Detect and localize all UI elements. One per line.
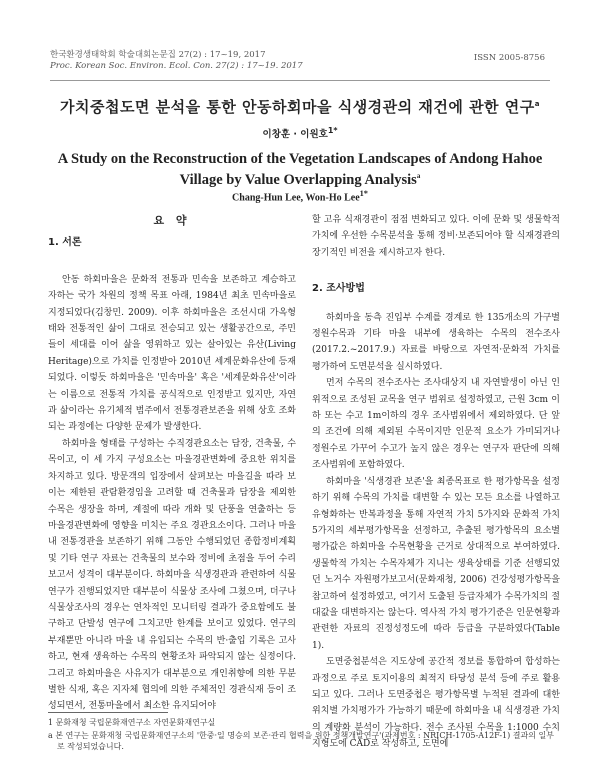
methods-paragraph-2: 먼저 수목의 전수조사는 조사대상지 내 자연발생이 아닌 인위적으로 조성된 교목을 연구 범위로 설정하였고, 근원 3cm 이하 또는 수고 1m이하의 경우 조사범위에서 제외하였다. 단 앞의 조건에 의해 제외된 수목이지만 인문적 요소가 가미되거나 정원수로 가꾸어 수고가 높지 않은 경우는 연구자 판단에 의해 조사범위에 포함하였다.	[312, 378, 560, 471]
authors-en-block	[0, 189, 600, 203]
spacer	[312, 261, 560, 275]
authors-en-marker: 1*	[359, 189, 368, 198]
intro-heading: 1. 서론	[48, 237, 82, 249]
journal-citation-ko: 한국환경생태학회 학술대회논문집 27(2) : 17~19, 2017	[50, 50, 266, 60]
paper-title-ko: 가치중첩도면 분석을 통한 안동하회마을 식생경관의 재건에 관한 연구	[59, 98, 535, 116]
footnote-divider	[48, 712, 168, 713]
authors-ko: 이창훈 · 이원호	[262, 129, 328, 141]
title-en-marker: a	[416, 172, 421, 180]
intro-paragraph-3: 할 고유 식재경관이 점점 변화되고 있다. 이에 문화 및 생물학적 가치에 우선한 수목분석을 통해 정비·보존되어야 할 식재경관의 장기적인 비전을 제시하고자 한다.	[312, 215, 560, 258]
authors-en: Chang-Hun Lee, Won-Ho Lee	[232, 192, 360, 204]
footnote-1: 1 문화재청 국립문화재연구소 자연문화재연구실	[48, 718, 216, 727]
abstract-heading: 요 약	[153, 214, 191, 227]
methods-paragraph-3: 하회마을 '식생경관 보존'을 최종목표로 한 평가항목을 설정하기 위해 수목의 가치를 대변할 수 있는 모든 요소를 나열하고 유형화하는 반복과정을 통해 자연적 가치 5가지와 문화적 가치 5가지의 세부평가항목을 선정하고, 추출된 평가항목의 요소별 평가값은 하회마을 수목현황을 근거로 상대적으로 부여하였다. 생물학적 가치는 수목자체가 지니는 생육상태를 기준 선행되었던 노거수 자원평가보고서(문화재청, 2006) 건강성평가항목을 참고하여 설정하였고, 여기서 도출된 등급자체가 수목가치의 절대값을 대변하지는 않는다. 역사적 가치 평가기준은 인문현황과 관련한 자료의 진정성정도에 따라 등급을 구분하였다(Table 1).	[312, 476, 560, 651]
right-column	[312, 212, 560, 753]
header-divider	[50, 80, 550, 81]
title-ko-marker: a	[534, 100, 540, 108]
footnote-a: a 본 연구는 문화재청 국립문화재연구소의 '한중·일 명승의 보존·관리 협력을 위한 정책개발연구'(과제번호 : NRICH-1705-A12F-1) 결과의 일부로 작성되었습니다.	[48, 731, 554, 751]
methods-heading: 2. 조사방법	[312, 283, 365, 295]
paper-title-en: A Study on the Reconstruction of the Vegetation Landscapes of Andong Hahoe Village by Value Overlapping Analysis	[57, 151, 543, 188]
journal-header	[50, 50, 303, 72]
title-ko-block	[0, 96, 600, 117]
left-column	[48, 212, 296, 715]
issn: ISSN 2005-8756	[473, 53, 545, 63]
authors-ko-marker: 1*	[327, 126, 338, 135]
methods-paragraph-1: 하회마을 동측 진입부 수계를 경계로 한 135개소의 가구별 정원수목과 기타 마을 내부에 생육하는 수목의 전수조사(2017.2.~2017.9.) 자료를 바탕으로 자연적·문화적 가치를 평가하여 도면분석을 실시하였다.	[312, 312, 560, 372]
journal-citation-en: Proc. Korean Soc. Environ. Ecol. Con. 27(2) : 17~19. 2017	[50, 61, 303, 71]
intro-paragraph-2: 하회마을 형태를 구성하는 수직경관요소는 담장, 건축물, 수목이고, 이 세 가지 구성요소는 마을경관변화에 중요한 위치를 차지하고 있다. 방문객의 입장에서 살펴보는 마을길을 따라 보이는 제한된 관람환경임을 고려할 때 건축물과 담장을 제외한 수목은 생장을 하며, 계절에 따라 개화 및 단풍을 연출하는 등 마을경관변화에 영향을 미치는 주요 경관요소이다. 그러나 마을 내 전통경관을 보존하기 위해 그동안 수행되었던 종합정비계획 및 기타 연구 자료는 건축물의 보수와 정비에 초점을 두어 수리보고서 성격이 대부분이다. 하회마을 식생경관과 관련하여 식물연구가 진행되었지만 대부분이 식물상 조사에 그쳤으며, 더구나 식물상조사의 경우는 연차적인 모니터링 결과가 중요함에도 불구하고 단발성 연구에 그치고만 한계를 보이고 있었다. 연구의 부재뿐만 아니라 마을 내 유입되는 수목의 반·출입 기록은 고사하고, 현재 생육하는 수목의 현황조차 파악되지 않는 실정이다. 그리고 하회마을은 사유지가 대부분으로 개인취향에 의한 무분별한 식재, 혹은 지자체 협의에 의한 주체적인 경관식재 등이 조성되면서, 전통마을에서 최소한 유지되어야	[48, 438, 296, 712]
methods-paragraph-4: 도면중첩분석은 지도상에 공간적 정보를 통합하여 합성하는 과정으로 주로 토지이용의 최적지 타당성 분석 등에 주로 활용되고 있다. 그러나 도면중첩은 평가항목별 누적된 결과에 대한 위치별 가치평가가 가능하기 때문에 하회마을 내 식생경관 가치의 계량화 분석이 가능하다. 전수 조사된 수목을 1:1000 수치지형도에 CAD로 작성하고, 도면에	[312, 657, 560, 750]
authors-ko-block	[0, 126, 600, 140]
spacer	[48, 258, 296, 272]
intro-paragraph-1: 안동 하회마을은 문화적 전통과 민속을 보존하고 계승하고자하는 국가 차원의 정책 목표 아래, 1984년 최초 민속마을로 지정되었다(김창민. 2009). 이후 하회마을은 조선시대 가옥형태와 전통적인 삶이 그대로 전승되고 있는 생활공간으로, 주민들이 세대를 이어 삶을 영위하고 있는 살아있는 유산(Living Heritage)으로 가치를 인정받아 2010년 세계문화유산에 등재되었다. 이렇듯 하회마을은 '민속마을' 혹은 '세계문화유산'이라는 이름으로 전통적 가치를 공식적으로 인정받고 있지만, 자연과 삶이라는 유기체적 범주에서 전통경관보존을 위해 상호 조화되는 과정에는 다양한 문제가 발생한다.	[48, 274, 296, 433]
title-en-block	[40, 151, 560, 189]
